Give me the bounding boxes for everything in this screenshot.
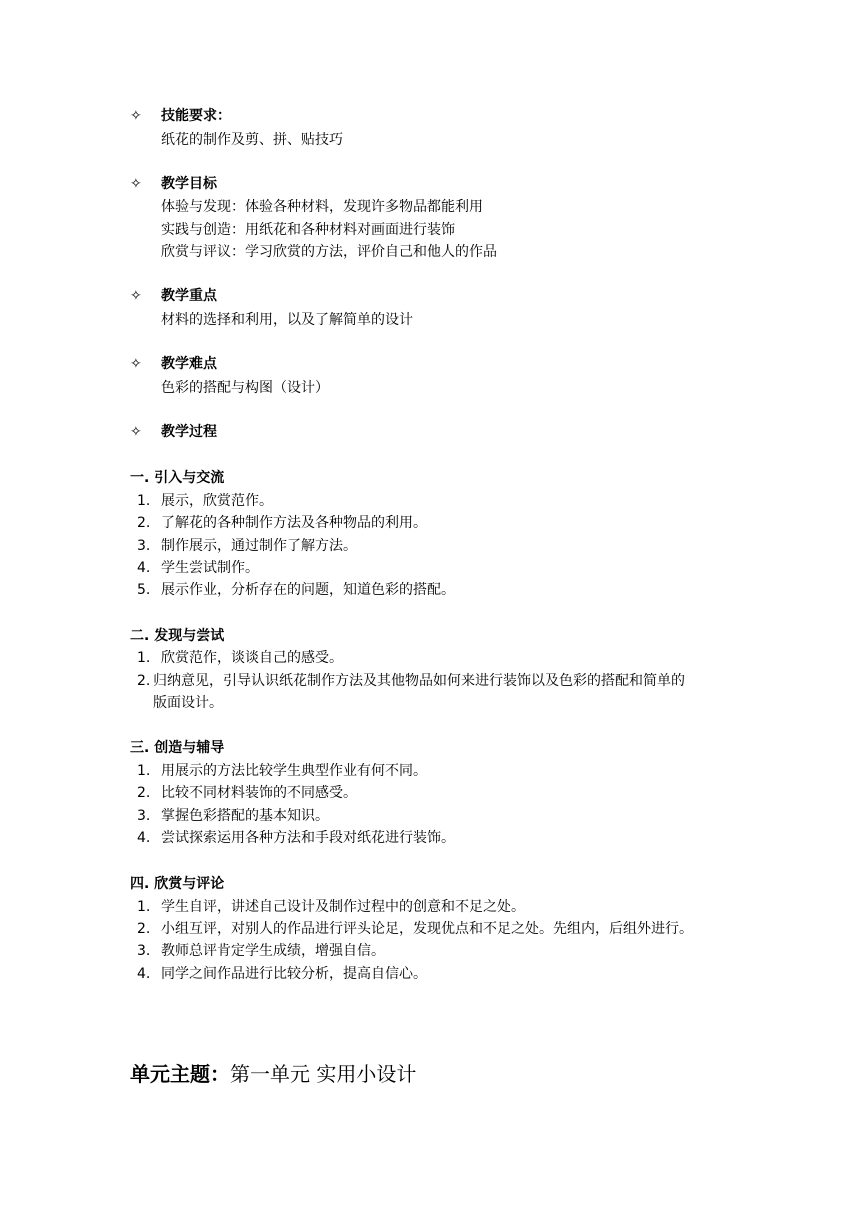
list-item: 教师总评肯定学生成绩，增强自信。 [161, 943, 385, 959]
list-item: 同学之间作品进行比较分析，提高自信心。 [161, 966, 427, 982]
section-title-difficulty: 教学难点 [161, 356, 217, 372]
skills-line-1: 纸花的制作及剪、拼、贴技巧 [161, 132, 343, 148]
step-title-4: 四. 欣赏与评论 [130, 876, 225, 892]
list-number: 3. [137, 808, 151, 824]
goals-line-3: 欣赏与评议：学习欣赏的方法，评价自己和他人的作品 [161, 244, 497, 260]
key-line-1: 材料的选择和利用，以及了解简单的设计 [161, 312, 413, 328]
step-title-2: 二. 发现与尝试 [130, 628, 225, 644]
list-item: 尝试探索运用各种方法和手段对纸花进行装饰。 [161, 830, 455, 846]
section-title-skills: 技能要求： [161, 108, 231, 124]
unit-theme-value: 第一单元 实用小设计 [230, 1062, 417, 1086]
list-item: 制作展示，通过制作了解方法。 [161, 538, 357, 554]
list-number: 4. [137, 560, 151, 576]
list-item: 展示作业，分析存在的问题，知道色彩的搭配。 [161, 582, 455, 598]
list-number: 2. [137, 515, 151, 531]
diamond-bullet-icon: ✧ [130, 356, 142, 372]
diamond-bullet-icon: ✧ [130, 288, 142, 304]
list-number: 2. [137, 785, 151, 801]
difficulty-line-1: 色彩的搭配与构图（设计） [161, 380, 329, 396]
section-title-process: 教学过程 [161, 424, 217, 440]
goals-line-2: 实践与创造：用纸花和各种材料对画面进行装饰 [161, 222, 455, 238]
step-title-1: 一. 引入与交流 [130, 470, 225, 486]
list-number: 2. [137, 673, 151, 689]
list-item: 小组互评，对别人的作品进行评头论足，发现优点和不足之处。先组内，后组外进行。 [161, 921, 693, 937]
list-item: 归纳意见，引导认识纸花制作方法及其他物品如何来进行装饰以及色彩的搭配和简单的 [153, 673, 685, 689]
list-number: 1. [137, 899, 151, 915]
list-number: 4. [137, 830, 151, 846]
list-item: 比较不同材料装饰的不同感受。 [161, 785, 357, 801]
diamond-bullet-icon: ✧ [130, 108, 142, 124]
list-number: 3. [137, 538, 151, 554]
list-number: 4. [137, 966, 151, 982]
step-title-3: 三. 创造与辅导 [130, 740, 225, 756]
unit-theme-label: 单元主题： [130, 1062, 230, 1086]
list-item: 欣赏范作，谈谈自己的感受。 [161, 650, 343, 666]
list-number: 1. [137, 493, 151, 509]
goals-line-1: 体验与发现：体验各种材料，发现许多物品都能利用 [161, 199, 483, 215]
list-item: 了解花的各种制作方法及各种物品的利用。 [161, 515, 427, 531]
diamond-bullet-icon: ✧ [130, 424, 142, 440]
list-number: 2. [137, 921, 151, 937]
unit-theme [130, 1060, 416, 1088]
diamond-bullet-icon: ✧ [130, 176, 142, 192]
list-item: 掌握色彩搭配的基本知识。 [161, 808, 329, 824]
section-title-goals: 教学目标 [161, 176, 217, 192]
list-item: 展示，欣赏范作。 [161, 493, 273, 509]
list-number: 1. [137, 650, 151, 666]
list-item-continuation: 版面设计。 [153, 695, 223, 711]
list-number: 1. [137, 763, 151, 779]
list-item: 学生自评，讲述自己设计及制作过程中的创意和不足之处。 [161, 899, 525, 915]
section-title-key: 教学重点 [161, 288, 217, 304]
list-item: 用展示的方法比较学生典型作业有何不同。 [161, 763, 427, 779]
list-item: 学生尝试制作。 [161, 560, 259, 576]
list-number: 5. [137, 582, 151, 598]
list-number: 3. [137, 943, 151, 959]
